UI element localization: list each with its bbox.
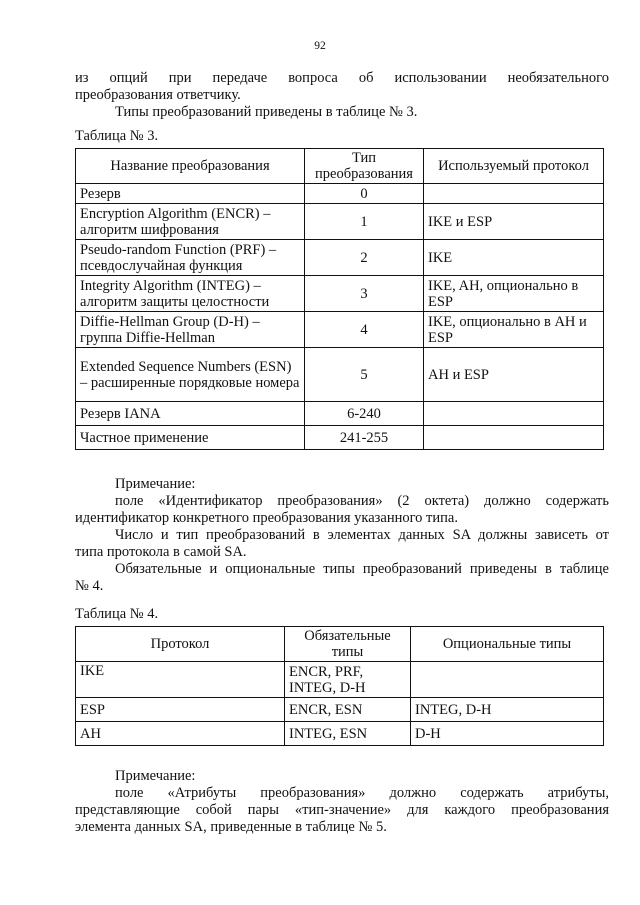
note-line: идентификатор конкретного преобразования указанного типа. bbox=[75, 510, 458, 526]
page-number: 92 bbox=[314, 40, 326, 52]
table-row bbox=[76, 312, 604, 348]
table-cell bbox=[424, 402, 604, 426]
table-cell: IKE bbox=[424, 240, 604, 276]
table-cell: 4 bbox=[305, 312, 424, 348]
table-cell: Extended Sequence Numbers (ESN) – расширенные порядковые номера bbox=[76, 348, 305, 402]
table-cell: IKE bbox=[76, 662, 285, 698]
table3-caption: Таблица № 3. bbox=[75, 128, 159, 144]
table-cell bbox=[424, 184, 604, 204]
table-row bbox=[76, 240, 604, 276]
intro-line-2: преобразования ответчику. bbox=[75, 87, 241, 103]
table-cell: Частное применение bbox=[76, 426, 305, 450]
table-cell: Резерв bbox=[76, 184, 305, 204]
intro-line-1: из опций при передаче вопроса об использовании необязательного bbox=[75, 70, 609, 86]
table-row bbox=[76, 276, 604, 312]
table-cell: ESP bbox=[76, 698, 285, 722]
notes-block-1 bbox=[75, 476, 609, 595]
table3-header-protocol: Используемый протокол bbox=[424, 149, 604, 184]
note-line: типа протокола в самой SA. bbox=[75, 544, 247, 560]
note-line: поле «Идентификатор преобразования» (2 октета) должно содержать bbox=[115, 493, 609, 509]
intro-paragraph-1 bbox=[75, 70, 609, 104]
table-cell: Pseudo-random Function (PRF) – псевдослучайная функция bbox=[76, 240, 305, 276]
table-cell: Резерв IANA bbox=[76, 402, 305, 426]
table-cell: AH bbox=[76, 722, 285, 746]
table-cell: 0 bbox=[305, 184, 424, 204]
note-line: Число и тип преобразований в элементах данных SA должны зависеть от bbox=[115, 527, 609, 543]
note-line: № 4. bbox=[75, 578, 104, 594]
table-cell: IKE, опционально в AH и ESP bbox=[424, 312, 604, 348]
table-cell: 1 bbox=[305, 204, 424, 240]
notes-block-2 bbox=[75, 768, 609, 836]
table-cell: IKE, AH, опционально в ESP bbox=[424, 276, 604, 312]
table3-header-type: Тип преобразования bbox=[305, 149, 424, 184]
table3-header-name: Название преобразования bbox=[76, 149, 305, 184]
table-4 bbox=[75, 626, 604, 746]
table-3 bbox=[75, 148, 604, 450]
table-cell: AH и ESP bbox=[424, 348, 604, 402]
table-cell: 3 bbox=[305, 276, 424, 312]
table4-header-optional: Опциональные типы bbox=[411, 627, 604, 662]
table-row bbox=[76, 662, 604, 698]
table-row bbox=[76, 402, 604, 426]
note-line: представляющие собой пары «тип-значение» для каждого преобразования bbox=[75, 802, 609, 818]
table-row bbox=[76, 184, 604, 204]
table3-header-row bbox=[76, 149, 604, 184]
note-line: элемента данных SA, приведенные в таблице № 5. bbox=[75, 819, 387, 835]
table-row bbox=[76, 698, 604, 722]
table-cell: D-H bbox=[411, 722, 604, 746]
table-cell bbox=[424, 426, 604, 450]
table-cell: INTEG, D-H bbox=[411, 698, 604, 722]
table-cell: INTEG, ESN bbox=[285, 722, 411, 746]
table-cell: Diffie-Hellman Group (D-H) – группа Diffie-Hellman bbox=[76, 312, 305, 348]
table4-header-mandatory: Обязательные типы bbox=[285, 627, 411, 662]
table-cell: ENCR, PRF, INTEG, D-H bbox=[285, 662, 411, 698]
table4-caption: Таблица № 4. bbox=[75, 606, 159, 622]
table-row bbox=[76, 348, 604, 402]
table-cell: Encryption Algorithm (ENCR) – алгоритм шифрования bbox=[76, 204, 305, 240]
note-line: Обязательные и опциональные типы преобразований приведены в таблице bbox=[115, 561, 609, 577]
note-line: поле «Атрибуты преобразования» должно содержать атрибуты, bbox=[115, 785, 609, 801]
table-cell: 2 bbox=[305, 240, 424, 276]
table-row bbox=[76, 722, 604, 746]
table-cell: 5 bbox=[305, 348, 424, 402]
note-label: Примечание: bbox=[115, 476, 196, 492]
table4-header-row bbox=[76, 627, 604, 662]
table-cell: ENCR, ESN bbox=[285, 698, 411, 722]
table-cell: 6-240 bbox=[305, 402, 424, 426]
table-cell bbox=[411, 662, 604, 698]
table-cell: 241-255 bbox=[305, 426, 424, 450]
table-cell: IKE и ESP bbox=[424, 204, 604, 240]
table4-header-protocol: Протокол bbox=[76, 627, 285, 662]
table-row bbox=[76, 204, 604, 240]
table-row bbox=[76, 426, 604, 450]
table-cell: Integrity Algorithm (INTEG) – алгоритм защиты целостности bbox=[76, 276, 305, 312]
note-label: Примечание: bbox=[115, 768, 196, 784]
intro-paragraph-2: Типы преобразований приведены в таблице № 3. bbox=[115, 104, 418, 120]
